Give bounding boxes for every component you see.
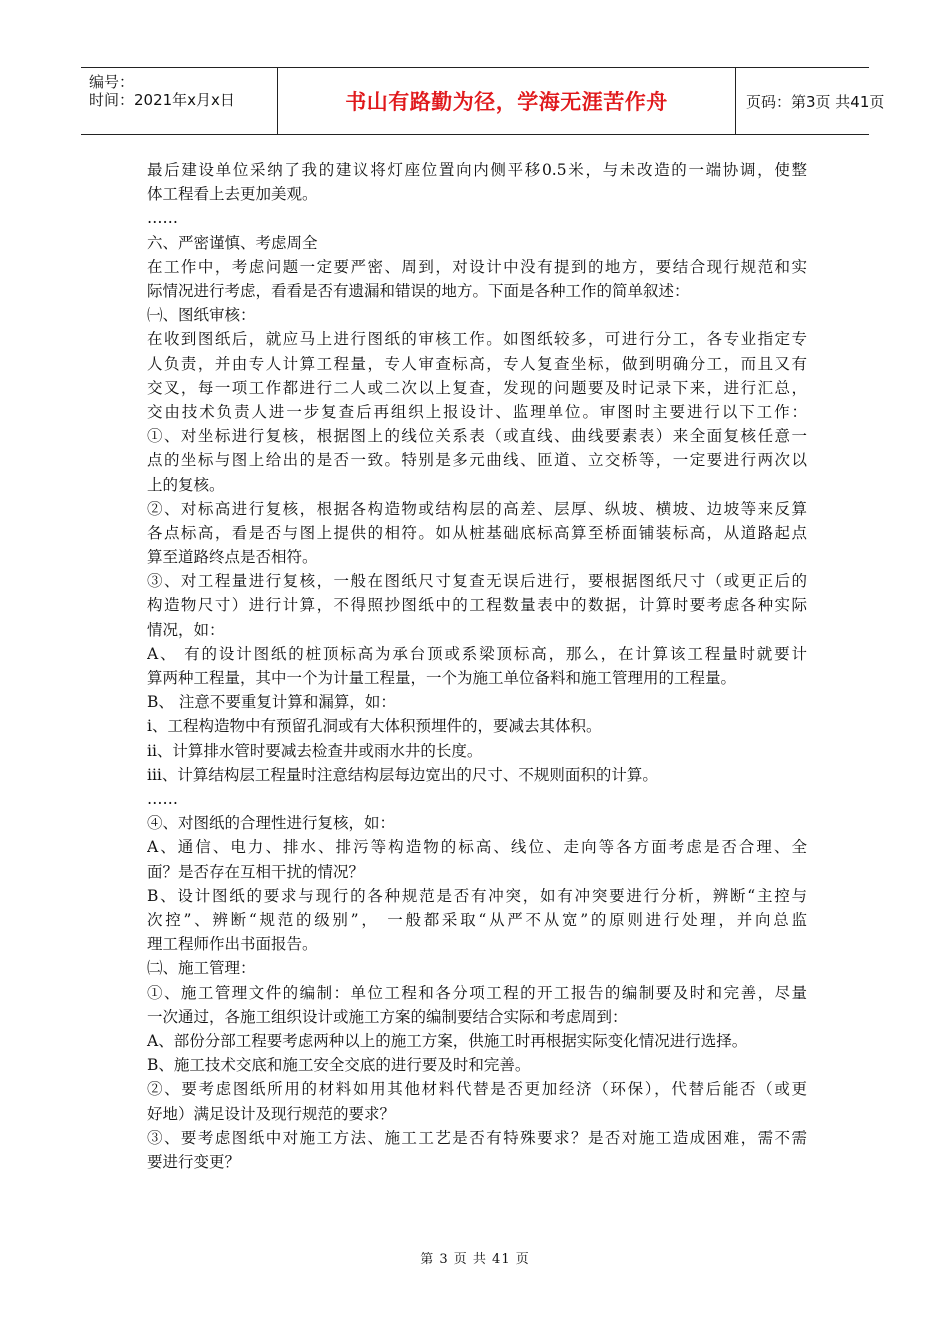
- body-line: 交叉，每一项工作都进行二人或二次以上复查，发现的问题要及时记录下来，进行汇总，: [147, 378, 807, 397]
- body-line: B、施工技术交底和施工安全交底的进行要及时和完善。: [147, 1056, 531, 1075]
- header-motto: 书山有路勤为径，学海无涯苦作舟: [278, 68, 736, 134]
- page-header: [81, 67, 885, 135]
- body-line: 面？是否存在互相干扰的情况？: [147, 862, 365, 881]
- body-line: ①、对坐标进行复核，根据图上的线位关系表（或直线、曲线要素表）来全面复核任意一: [147, 427, 807, 446]
- body-line: 一次通过，各施工组织设计或施工方案的编制要结合实际和考虑周到：: [147, 1007, 628, 1026]
- body-line: B、设计图纸的要求与现行的各种规范是否有冲突，如有冲突要进行分析，辨断“主控与: [147, 886, 807, 905]
- body-line: iii、计算结构层工程量时注意结构层每边宽出的尺寸、不规则面积的计算。: [147, 765, 658, 784]
- body-line: 际情况进行考虑，看看是否有遗漏和错误的地方。下面是各种工作的简单叙述：: [147, 281, 690, 300]
- body-line: 体工程看上去更加美观。: [147, 185, 318, 204]
- document-number-label: 编号：: [89, 73, 135, 91]
- body-line: ……: [147, 790, 178, 809]
- body-line: ……: [147, 209, 178, 228]
- page-footer: 第 3 页 共 41 页: [420, 1252, 530, 1267]
- header-page-number: 页码：第3页 共41页: [746, 92, 885, 111]
- body-line: B、 注意不要重复计算和漏算，如：: [147, 693, 396, 712]
- body-line: i、工程构造物中有预留孔洞或有大体积预埋件的，要减去其体积。: [147, 717, 602, 736]
- body-line: A、部份分部工程要考虑两种以上的施工方案，供施工时再根据实际变化情况进行选择。: [147, 1032, 748, 1051]
- body-line: ③、要考虑图纸中对施工方法、施工工艺是否有特殊要求？是否对施工造成困难，需不需: [147, 1128, 807, 1147]
- document-body: [147, 158, 807, 1174]
- body-line: 情况，如：: [147, 620, 225, 639]
- body-line: 各点标高，看是否与图上提供的相符。如从桩基础底标高算至桥面铺装标高，从道路起点: [147, 523, 807, 542]
- body-line: ㈡、施工管理：: [147, 959, 256, 978]
- body-line: 交由技术负责人进一步复查后再组织上报设计、监理单位。审图时主要进行以下工作：: [147, 402, 807, 421]
- body-line: ②、要考虑图纸所用的材料如用其他材料代替是否更加经济（环保），代替后能否（或更: [147, 1080, 807, 1099]
- body-line: ㈠、图纸审核：: [147, 306, 256, 325]
- document-date-label: 时间：2021年x月x日: [89, 91, 235, 109]
- body-line: ④、对图纸的合理性进行复核，如：: [147, 814, 396, 833]
- body-line: A、 有的设计图纸的桩顶标高为承台顶或系梁顶标高，那么，在计算该工程量时就要计: [147, 644, 807, 663]
- body-line: 构造物尺寸）进行计算，不得照抄图纸中的工程数量表中的数据，计算时要考虑各种实际: [147, 596, 807, 615]
- body-line: 六、严密谨慎、考虑周全: [147, 233, 318, 252]
- body-line: A、通信、电力、排水、排污等构造物的标高、线位、走向等各方面考虑是否合理、全: [147, 838, 807, 857]
- body-line: 在收到图纸后，就应马上进行图纸的审核工作。如图纸较多，可进行分工，各专业指定专: [147, 330, 807, 349]
- body-line: 最后建设单位采纳了我的建议将灯座位置向内侧平移0.5米，与未改造的一端协调，使整: [147, 161, 807, 179]
- body-line: 理工程师作出书面报告。: [147, 935, 318, 954]
- body-line: 在工作中，考虑问题一定要严密、周到，对设计中没有提到的地方，要结合现行规范和实: [147, 257, 807, 276]
- body-line: ③、对工程量进行复核，一般在图纸尺寸复查无误后进行，要根据图纸尺寸（或更正后的: [147, 572, 807, 591]
- header-left-cell: [81, 68, 278, 134]
- body-line: 上的复核。: [147, 475, 225, 494]
- body-line: ii、计算排水管时要减去检查井或雨水井的长度。: [147, 741, 483, 760]
- body-line: 算至道路终点是否相符。: [147, 548, 318, 567]
- body-line: 人负责，并由专人计算工程量，专人审查标高，专人复查坐标，做到明确分工，而且又有: [147, 354, 807, 373]
- body-line: 好地）满足设计及现行规范的要求？: [147, 1104, 396, 1123]
- body-line: 次控”、辨断“规范的级别”， 一般都采取“从严不从宽”的原则进行处理，并向总监: [147, 911, 807, 930]
- body-line: ①、施工管理文件的编制：单位工程和各分项工程的开工报告的编制要及时和完善，尽量: [147, 983, 807, 1002]
- body-line: ②、对标高进行复核，根据各构造物或结构层的高差、层厚、纵坡、横坡、边坡等来反算: [147, 499, 807, 518]
- body-line: 点的坐标与图上给出的是否一致。特别是多元曲线、匝道、立交桥等，一定要进行两次以: [147, 451, 807, 470]
- body-line: 要进行变更？: [147, 1153, 241, 1172]
- body-line: 算两种工程量，其中一个为计量工程量，一个为施工单位备料和施工管理用的工程量。: [147, 669, 737, 688]
